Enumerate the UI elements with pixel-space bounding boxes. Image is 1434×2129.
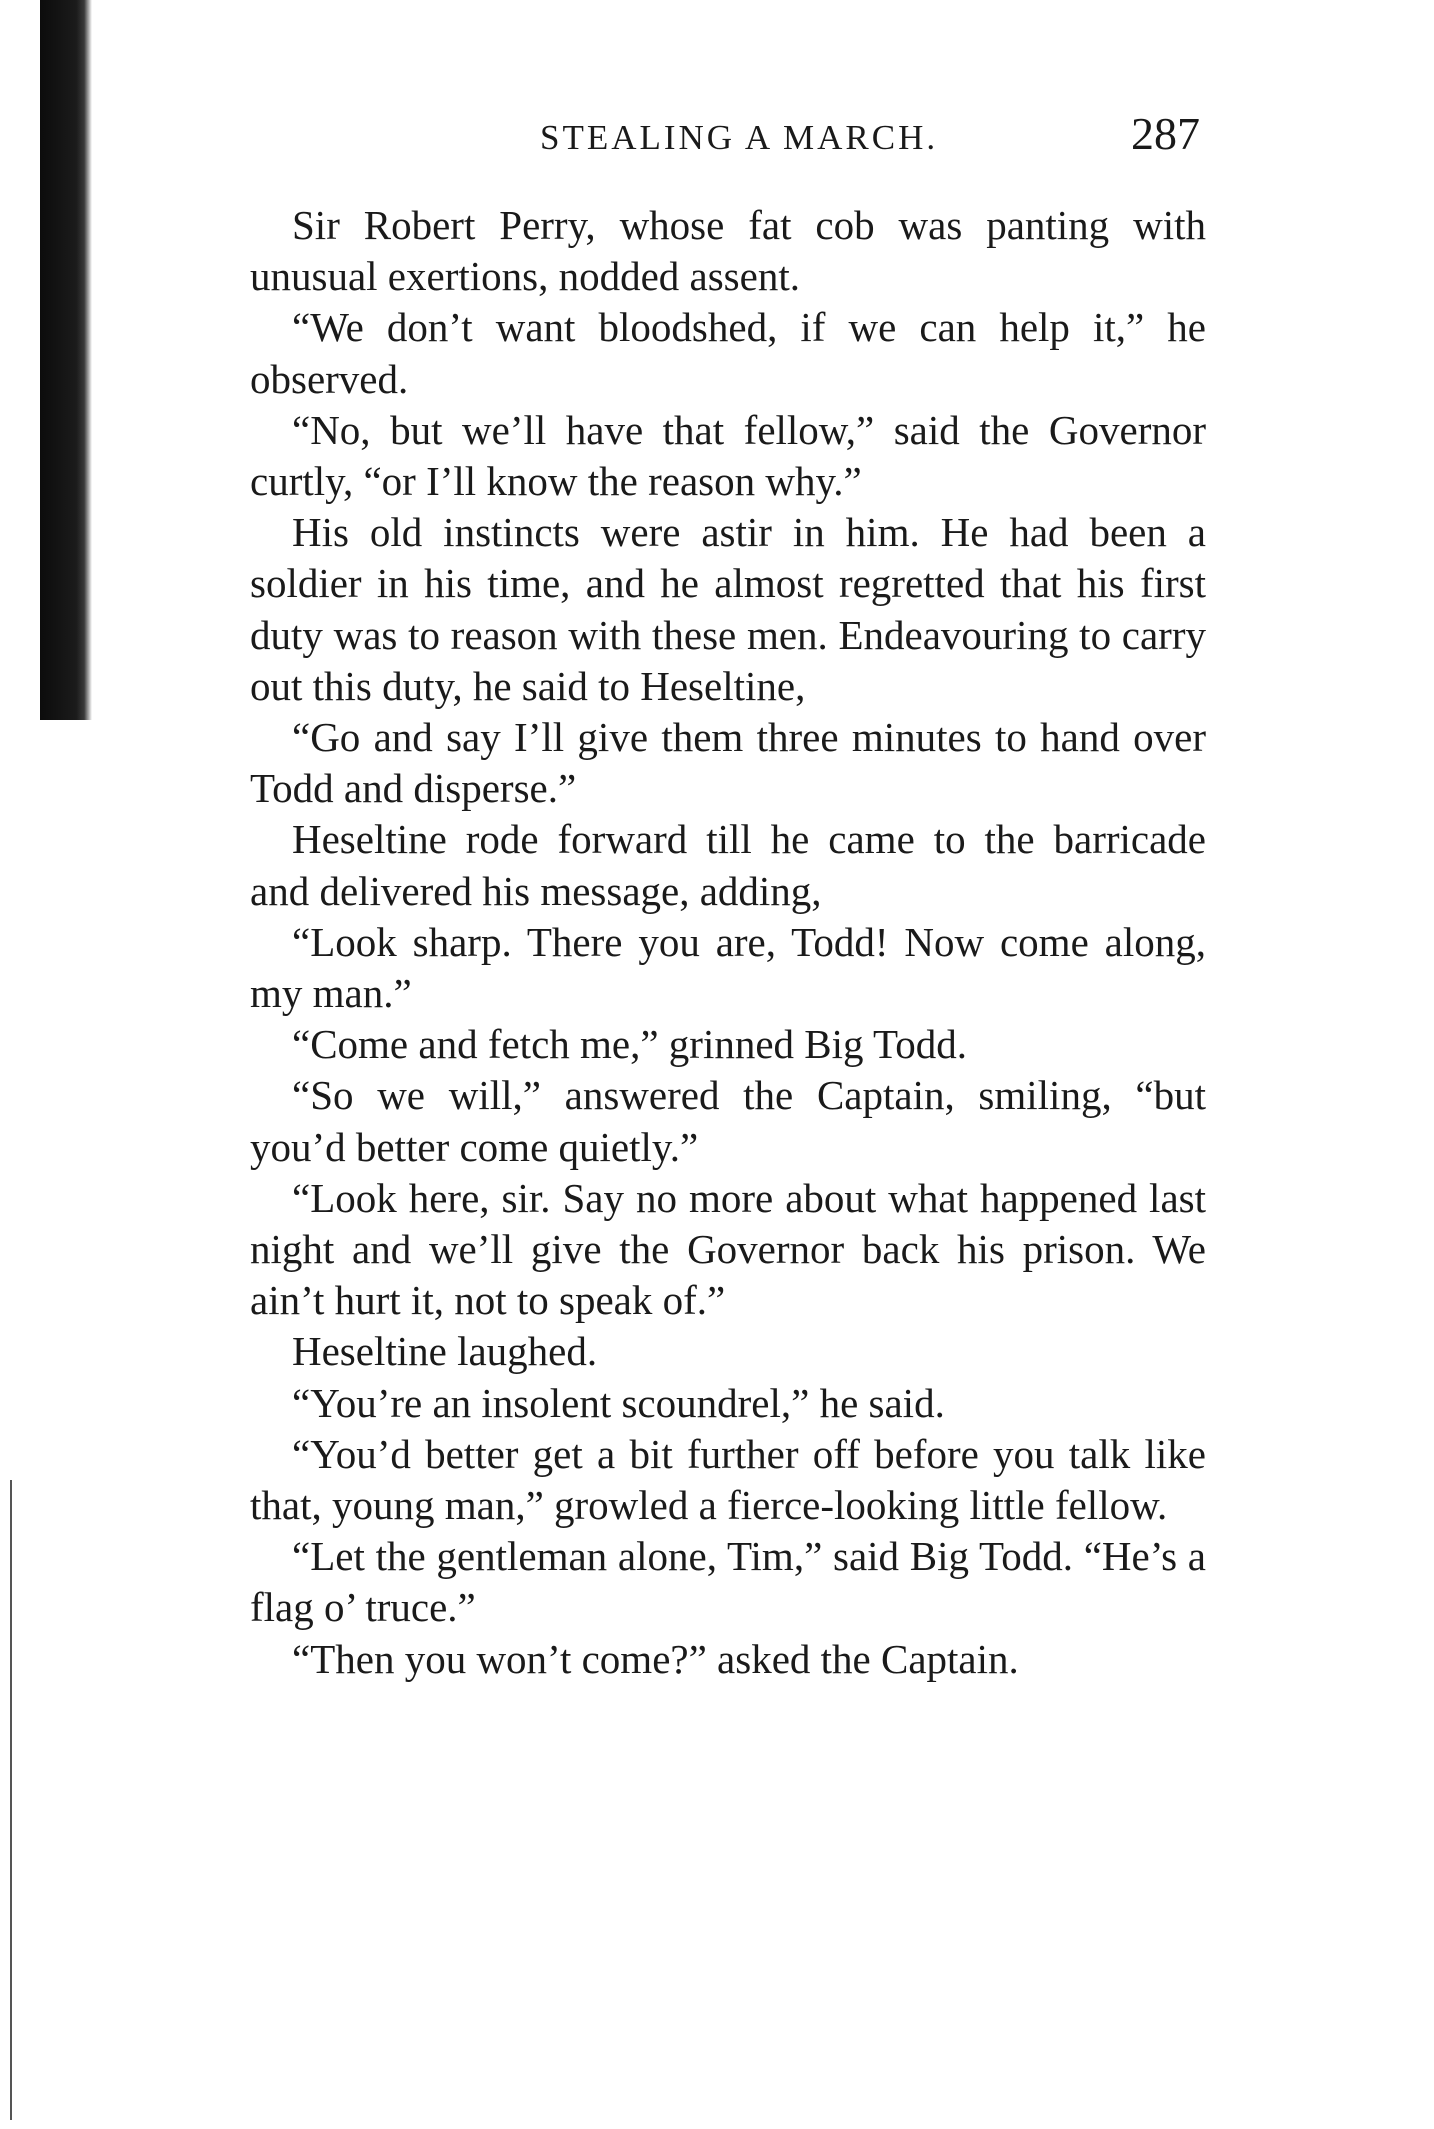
body-text [250, 200, 1206, 1685]
running-head-title: STEALING A MARCH. [540, 118, 939, 157]
paragraph: Heseltine rode forward till he came to the barricade and delivered his message, adding, [250, 816, 1206, 914]
paragraph: “Come and fetch me,” grinned Big Todd. [292, 1021, 967, 1068]
paragraph: “So we will,” answered the Captain, smiling, “but you’d better come quietly.” [250, 1072, 1206, 1170]
paragraph: Sir Robert Perry, whose fat cob was panting with unusual exertions, nodded assent. [250, 202, 1206, 300]
running-head [250, 108, 1206, 168]
paragraph: “You’re an insolent scoundrel,” he said. [292, 1379, 945, 1426]
paragraph: “Go and say I’ll give them three minutes to hand over Todd and disperse.” [250, 714, 1206, 812]
book-page [250, 108, 1206, 1685]
paragraph: His old instincts were astir in him. He had been a soldier in his time, and he almost regretted that his first duty was to reason with these men. Endeavouring to carry out this duty, he said to Heseltine, [250, 509, 1206, 709]
paragraph: “We don’t want bloodshed, if we can help it,” he observed. [250, 304, 1206, 402]
scan-edge-line [10, 1480, 12, 2120]
binding-shadow [40, 0, 92, 720]
paragraph: “Let the gentleman alone, Tim,” said Big Todd. “He’s a flag o’ truce.” [250, 1533, 1206, 1631]
paragraph: “You’d better get a bit further off before you talk like that, young man,” growled a fierce-looking little fellow. [250, 1430, 1206, 1529]
paragraph: “Look sharp. There you are, Todd! Now come along, my man.” [250, 918, 1206, 1017]
page-number: 287 [1131, 108, 1200, 159]
paragraph: “No, but we’ll have that fellow,” said the Governor curtly, “or I’ll know the reason why.” [250, 406, 1206, 505]
paragraph: “Look here, sir. Say no more about what happened last night and we’ll give the Governor back his prison. We ain’t hurt it, not to speak of.” [250, 1174, 1206, 1324]
paragraph: “Then you won’t come?” asked the Captain. [292, 1635, 1019, 1682]
paragraph: Heseltine laughed. [292, 1328, 598, 1375]
